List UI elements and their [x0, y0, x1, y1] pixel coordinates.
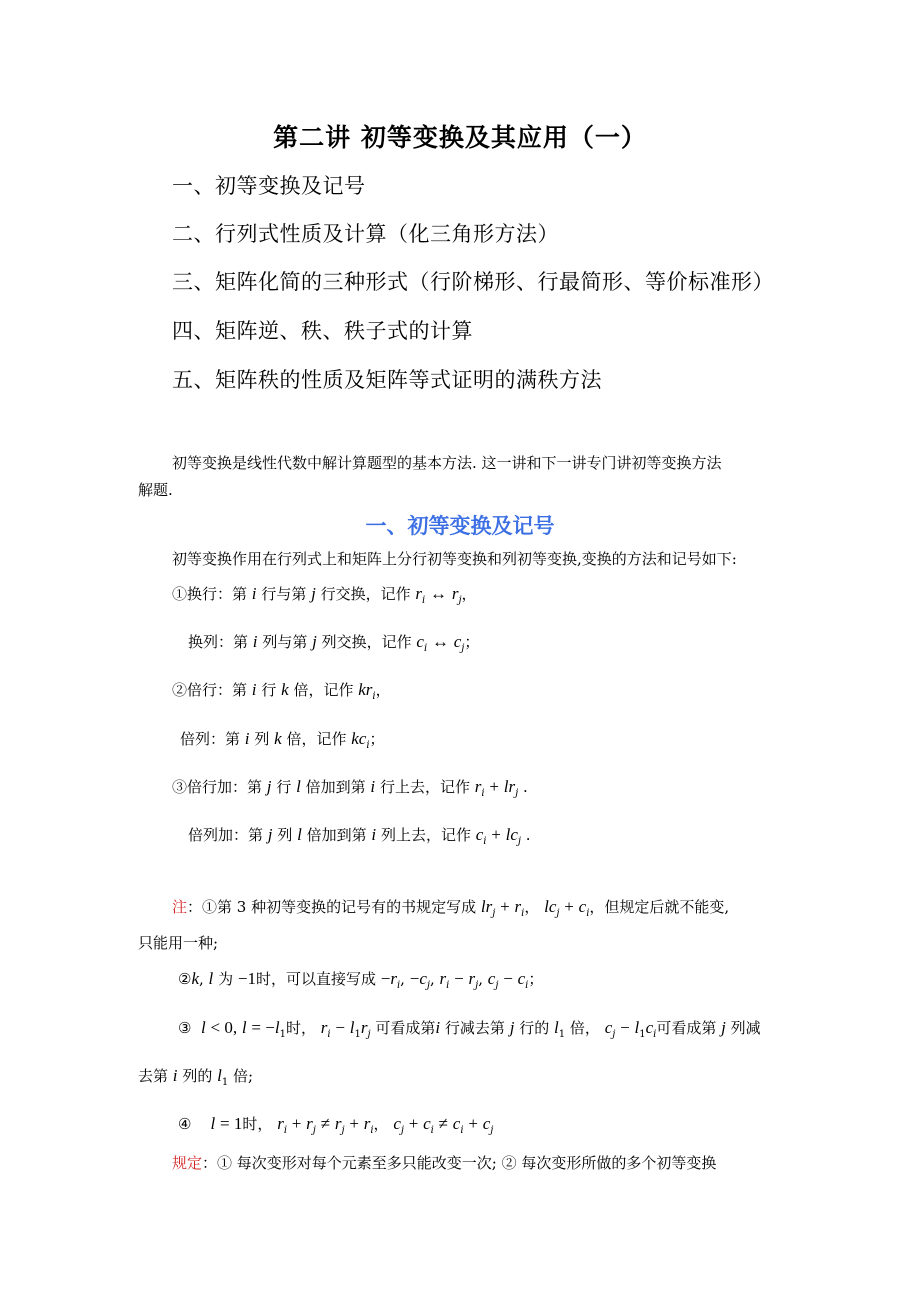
note-2: ②k, l 为 −1时，可以直接写成 $-r_i$, $-c_j$, $r_i - r_j$, $c_j - c_i$；: [178, 969, 544, 991]
op-add-col: 倍列加：第 j 列 l 倍加到第 i 列上去，记作 $c_i + lc_j$ .: [188, 825, 531, 847]
outline-item-2: 二、行列式性质及计算（化三角形方法）: [172, 222, 559, 246]
intro-line-2: 解题.: [138, 481, 173, 499]
op-scale-row: ②倍行：第 i 行 k 倍，记作 $kr_i$，: [172, 680, 391, 702]
outline-item-3: 三、矩阵化简的三种形式（行阶梯形、行最简形、等价标准形）: [172, 270, 774, 294]
op-add-row: ③倍行加：第 j 行 l 倍加到第 i 行上去，记作 $r_i + lr_j$ .: [172, 777, 528, 799]
rule-label: 规定: [172, 1154, 203, 1172]
op-scale-col: 倍列：第 i 列 k 倍，记作 $kc_i$；: [180, 729, 385, 751]
rule-line: 规定：① 每次变形对每个元素至多只能改变一次; ② 每次变形所做的多个初等变换: [172, 1154, 717, 1172]
note-3: ③ l < 0, $l = -l_1$时， $r_i - l_1r_j$ 可看成第i 行减去第 j 行的 $l_1$ 倍， $c_j - l_1c_i$可看成第 j 列减: [178, 1018, 761, 1040]
note-1-cont: 只能用一种;: [138, 934, 219, 952]
intro-line-1: 初等变换是线性代数中解计算题型的基本方法. 这一讲和下一讲专门讲初等变换方法: [172, 454, 722, 472]
note-4: ④ l = 1时， $r_i + r_j \ne r_j + r_i$， $c_j + c_i \ne c_i + c_j$: [178, 1114, 494, 1136]
op-swap-col: 换列：第 i 列与第 j 列交换，记作 $c_i$ ↔ $c_j$；: [188, 632, 480, 654]
note-1: 注：①第 3 种初等变换的记号有的书规定写成 $lr_j + r_i$， $lc_j + c_i$，但规定后就不能变,: [172, 897, 730, 919]
note-label: 注: [172, 898, 188, 916]
op-swap-row: ①换行：第 i 行与第 j 行交换，记作 $r_i$ ↔ $r_j$，: [172, 584, 477, 606]
section-heading: 一、初等变换及记号: [365, 514, 555, 538]
note-3-cont: 去第 i 列的 $l_1$ 倍;: [138, 1066, 254, 1088]
section-description: 初等变换作用在行列式上和矩阵上分行初等变换和列初等变换,变换的方法和记号如下:: [172, 550, 737, 568]
page-title: 第二讲 初等变换及其应用（一）: [273, 123, 647, 152]
outline-item-5: 五、矩阵秩的性质及矩阵等式证明的满秩方法: [172, 368, 602, 392]
outline-item-4: 四、矩阵逆、秩、秩子式的计算: [172, 319, 473, 343]
outline-item-1: 一、初等变换及记号: [172, 174, 366, 198]
